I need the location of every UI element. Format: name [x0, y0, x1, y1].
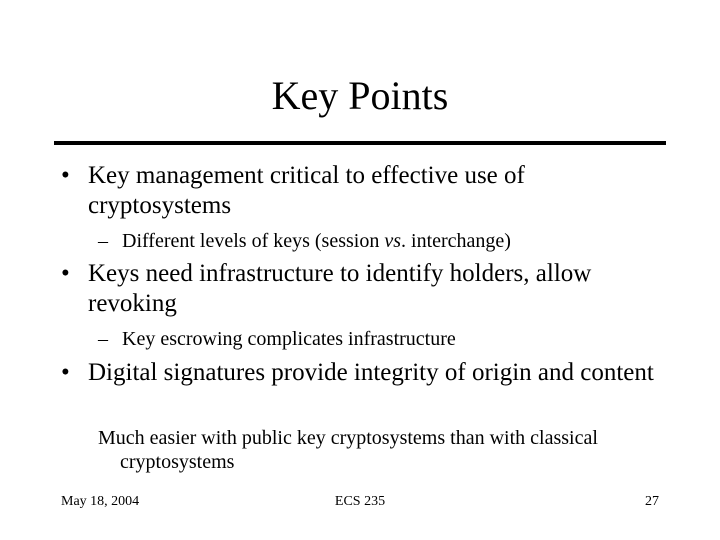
slide-title: Key Points: [271, 73, 449, 118]
bullet-marker: •: [61, 359, 70, 386]
footer-date: May 18, 2004: [61, 494, 140, 509]
sub-item-1: [98, 229, 678, 253]
bullet-text: Keys need infrastructure to identify holders, allow revoking: [88, 260, 592, 317]
bullet-marker: •: [61, 260, 70, 287]
bullet-item-2: [61, 259, 671, 319]
sub-text-part: . interchange): [401, 230, 511, 252]
footer-page-number: 27: [645, 494, 659, 509]
bullet-item-3: [61, 358, 671, 388]
bullet-text: Digital signatures provide integrity of origin and content: [88, 359, 654, 386]
sub-item-2: [98, 327, 678, 351]
bullet-text: Key management critical to effective use of cryptosystems: [88, 162, 525, 219]
footer-course: ECS 235: [334, 494, 386, 509]
sub-marker: –: [98, 230, 108, 252]
bullet-marker: •: [61, 162, 70, 189]
sub-marker: –: [98, 328, 108, 350]
bullet-item-1: [61, 161, 671, 221]
note-text: Much easier with public key cryptosystems than with classical cryptosystems: [98, 427, 598, 473]
sub-text: [122, 229, 678, 253]
sub-text-italic: vs: [384, 230, 402, 252]
title-underline: [54, 141, 666, 145]
sub-text-part: Different levels of keys (session: [122, 230, 385, 252]
sub-text: Key escrowing complicates infrastructure: [122, 328, 456, 350]
